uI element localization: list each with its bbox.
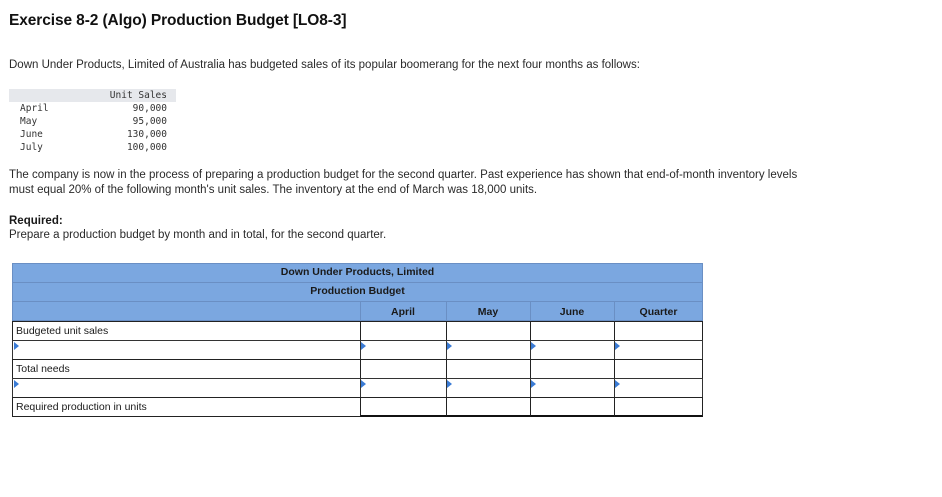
total-needs-label: Total needs <box>16 363 70 375</box>
row-4-quarter-input[interactable] <box>614 378 703 398</box>
sales-units: 100,000 <box>126 142 167 153</box>
budget-company-name: Down Under Products, Limited <box>280 266 435 278</box>
row-2-quarter-input[interactable] <box>614 340 703 360</box>
sales-units: 130,000 <box>126 129 167 140</box>
budgeted-sales-quarter-input[interactable] <box>614 321 703 341</box>
required-production-quarter-input[interactable] <box>614 397 703 417</box>
dropdown-marker-icon <box>361 342 366 350</box>
budget-title: Production Budget <box>310 285 405 297</box>
total-needs-quarter-input[interactable] <box>614 359 703 379</box>
dropdown-marker-icon <box>615 342 620 350</box>
page-title: Exercise 8-2 (Algo) Production Budget [LO8-3] <box>9 12 347 29</box>
dropdown-marker-icon <box>447 342 452 350</box>
column-header-june: June <box>559 306 585 318</box>
table-row <box>9 141 176 154</box>
row-2-may-input[interactable] <box>446 340 531 360</box>
required-production-june-input[interactable] <box>530 397 615 417</box>
dropdown-marker-icon <box>531 342 536 350</box>
row-2-april-input[interactable] <box>360 340 447 360</box>
intro-text: Down Under Products, Limited of Australia has budgeted sales of its popular boomerang for the next four months as follows: <box>9 59 640 71</box>
budgeted-sales-april-input[interactable] <box>360 321 447 341</box>
budgeted-sales-june-input[interactable] <box>530 321 615 341</box>
budgeted-unit-sales-label: Budgeted unit sales <box>16 325 109 337</box>
column-header-april: April <box>391 306 415 318</box>
table-row <box>9 128 176 141</box>
sales-units: 90,000 <box>132 103 167 114</box>
dropdown-marker-icon <box>615 380 620 388</box>
row-4-june-input[interactable] <box>530 378 615 398</box>
column-header-may: May <box>477 306 499 318</box>
column-header-quarter: Quarter <box>639 306 678 318</box>
sales-units: 95,000 <box>132 116 167 127</box>
required-heading: Required: <box>9 215 63 227</box>
row-4-april-input[interactable] <box>360 378 447 398</box>
sales-table-header: Unit Sales <box>94 89 176 102</box>
required-production-april-input[interactable] <box>360 397 447 417</box>
sales-month: May <box>20 116 38 127</box>
sales-table-corner <box>9 89 94 102</box>
row-4-may-input[interactable] <box>446 378 531 398</box>
table-row <box>9 102 176 115</box>
sales-table <box>9 89 176 154</box>
total-needs-april-input[interactable] <box>360 359 447 379</box>
sales-month: April <box>20 103 49 114</box>
sales-month: July <box>20 142 43 153</box>
table-row <box>9 115 176 128</box>
dropdown-marker-icon <box>361 380 366 388</box>
row-4-label-dropdown[interactable] <box>12 378 361 398</box>
row-2-june-input[interactable] <box>530 340 615 360</box>
total-needs-june-input[interactable] <box>530 359 615 379</box>
required-text: Prepare a production budget by month and in total, for the second quarter. <box>9 229 387 241</box>
row-2-label-dropdown[interactable] <box>12 340 361 360</box>
dropdown-marker-icon <box>14 380 19 388</box>
budgeted-sales-may-input[interactable] <box>446 321 531 341</box>
required-production-label: Required production in units <box>16 401 147 413</box>
required-production-may-input[interactable] <box>446 397 531 417</box>
production-budget-worksheet <box>12 263 703 418</box>
total-needs-may-input[interactable] <box>446 359 531 379</box>
dropdown-marker-icon <box>447 380 452 388</box>
dropdown-marker-icon <box>531 380 536 388</box>
sales-month: June <box>20 129 43 140</box>
dropdown-marker-icon <box>14 342 19 350</box>
instructions-paragraph: The company is now in the process of preparing a production budget for the second quarter. Past experience has shown that end-of-month inventory levels must equal 20% of the following month's unit sales. The inventory at the end of March was 18,000 units. <box>9 169 798 196</box>
